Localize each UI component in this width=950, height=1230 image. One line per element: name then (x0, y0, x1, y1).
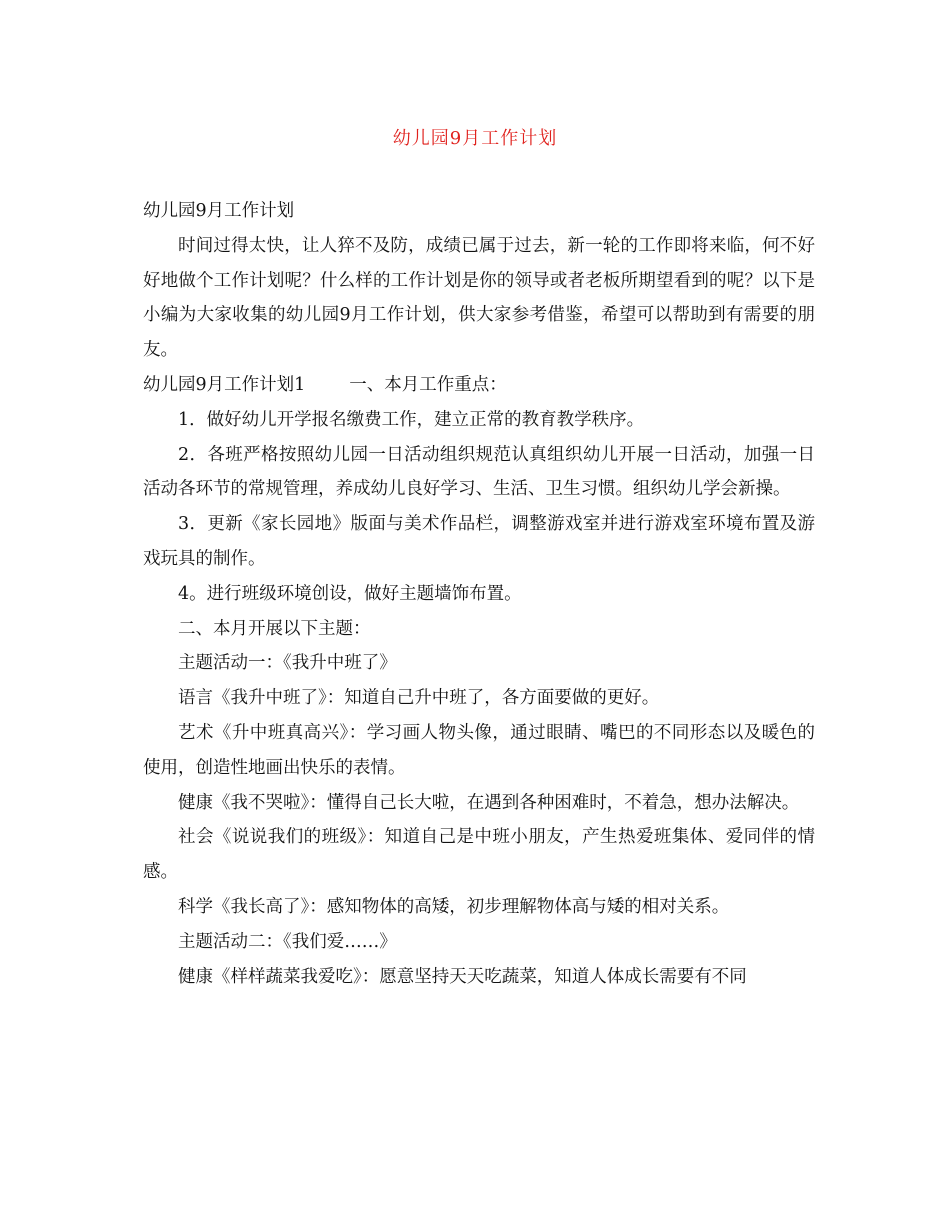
paragraph-art: 艺术《升中班真高兴》：学习画人物头像，通过眼睛、嘴巴的不同形态以及暖色的使用，创造性地画出快乐的表情。 (143, 722, 815, 778)
paragraph-item-4: 4。进行班级环境创设，做好主题墙饰布置。 (178, 583, 522, 604)
paragraph-item-2: 2．各班严格按照幼儿园一日活动组织规范认真组织幼儿开展一日活动，加强一日活动各环节的常规管理，养成幼儿良好学习、生活、卫生习惯。组织幼儿学会新操。 (143, 444, 815, 500)
paragraph-science: 科学《我长高了》：感知物体的高矮，初步理解物体高与矮的相对关系。 (178, 896, 730, 917)
paragraph-intro: 时间过得太快，让人猝不及防，成绩已属于过去，新一轮的工作即将来临，何不好好地做个工作计划呢？什么样的工作计划是你的领导或者老板所期望看到的呢？以下是小编为大家收集的幼儿园9月工作计划，供大家参考借鉴，希望可以帮助到有需要的朋友。 (143, 235, 815, 361)
plan-1-label: 幼儿园9月工作计划1 (143, 374, 306, 395)
document-body (143, 194, 815, 994)
paragraph-health: 健康《我不哭啦》：懂得自己长大啦，在遇到各种困难时，不着急，想办法解决。 (178, 792, 800, 813)
paragraph-health-vegetables: 健康《样样蔬菜我爱吃》：愿意坚持天天吃蔬菜，知道人体成长需要有不同 (178, 966, 747, 987)
paragraph-item-1: 1．做好幼儿开学报名缴费工作，建立正常的教育教学秩序。 (178, 409, 645, 430)
paragraph-section-heading (143, 368, 815, 403)
paragraph-theme-1: 主题活动一：《我升中班了》 (178, 653, 397, 674)
paragraph-item-3: 3．更新《家长园地》版面与美术作品栏，调整游戏室并进行游戏室环境布置及游戏玩具的制作。 (143, 514, 815, 569)
paragraph-language: 语言《我升中班了》：知道自己升中班了，各方面要做的更好。 (178, 688, 660, 709)
paragraph-heading: 幼儿园9月工作计划 (143, 201, 295, 221)
section-1-heading: 一、本月工作重点： (349, 374, 507, 395)
paragraph-theme-2: 主题活动二：《我们爱……》 (178, 931, 397, 952)
document-title: 幼儿园9月工作计划 (392, 128, 558, 149)
paragraph-society: 社会《说说我们的班级》：知道自己是中班小朋友，产生热爱班集体、爱同伴的情感。 (143, 827, 815, 883)
paragraph-section-2: 二、本月开展以下主题： (178, 618, 371, 639)
